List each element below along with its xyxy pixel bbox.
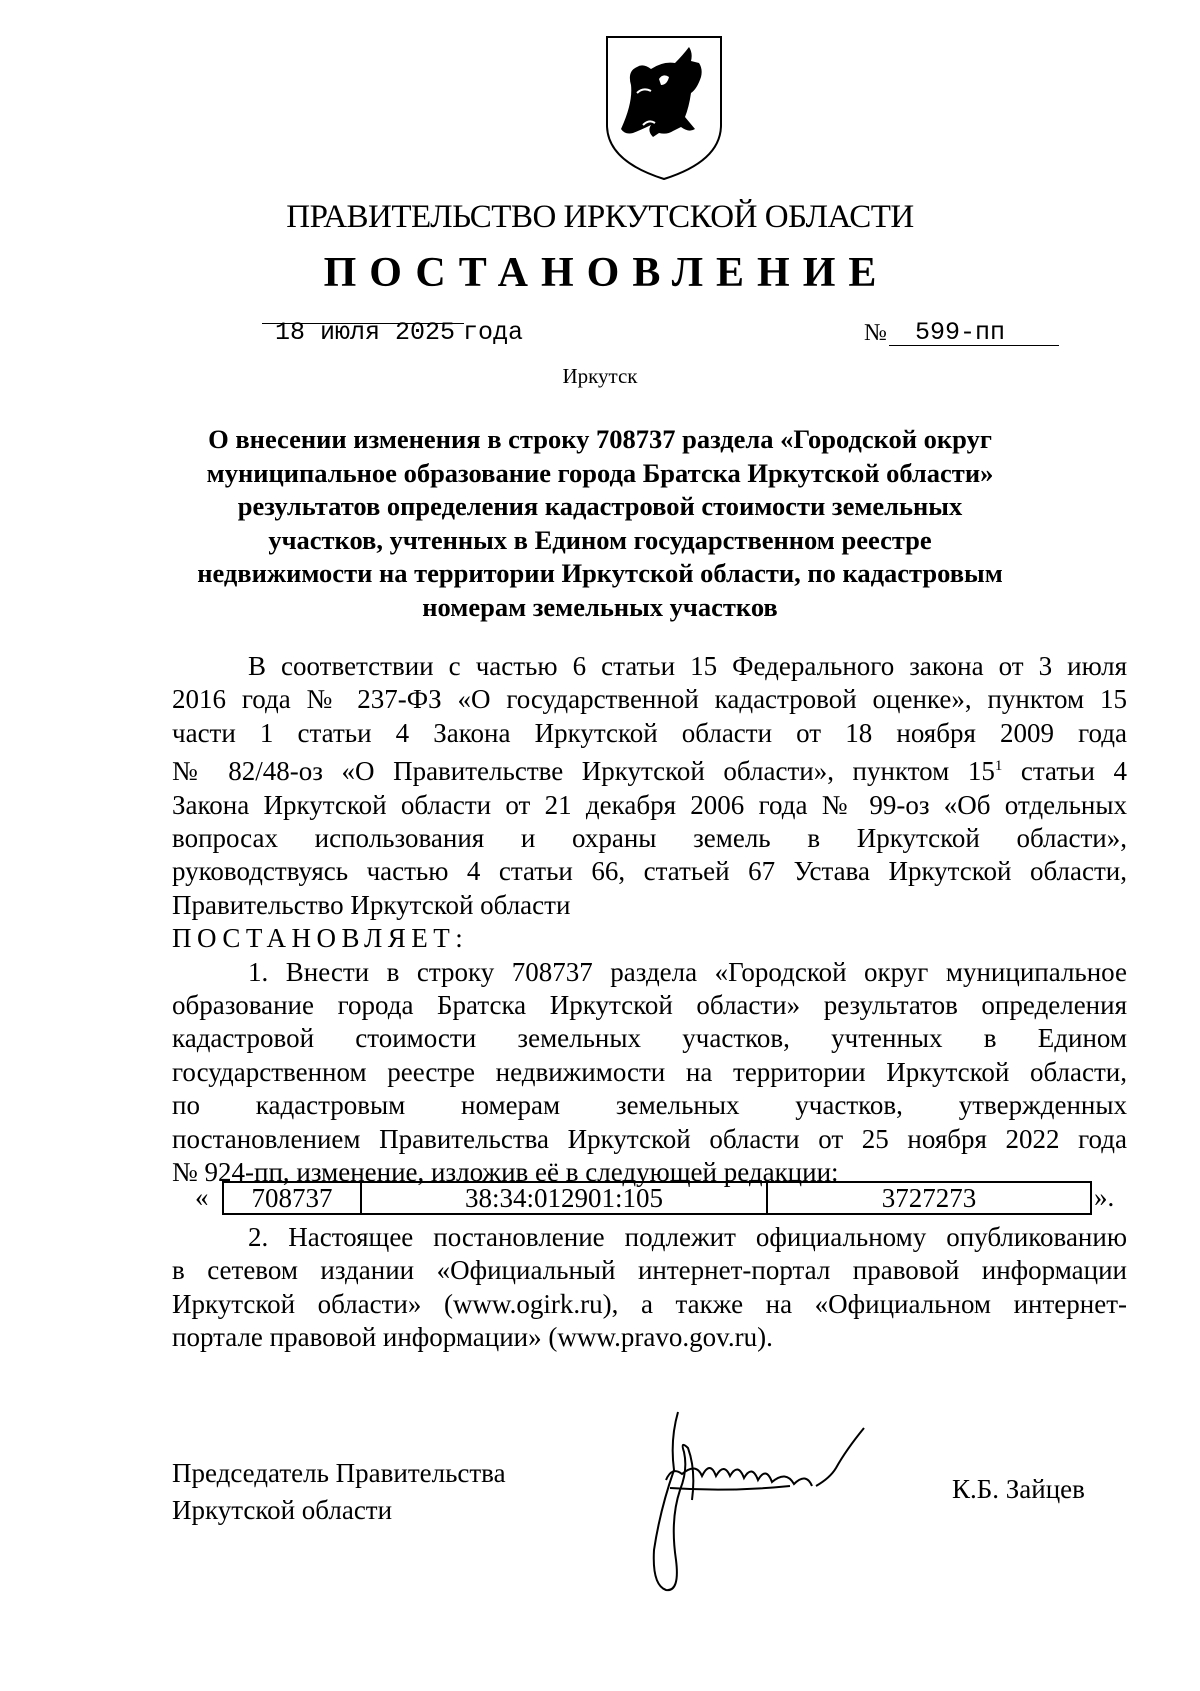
role-line: Председатель Правительства (172, 1458, 506, 1488)
text-line: образование города Братска Иркутской области» результатов определения (172, 990, 1127, 1021)
date-suffix: года (463, 318, 524, 347)
text-line: Правительство Иркутской области (172, 889, 571, 920)
document-title: О внесении изменения в строку 708737 раздела «Городской округ муниципальное образование города Братска Иркутской области» результатов определения кадастровой стоимости земельных участков, учтенных в Едином государственном реестре недвижимости на территории Иркутской области, по кадастровым номерам земельных участков (197, 424, 1003, 622)
text-line: № 924-пп, изменение, изложив её в следующей редакции: (172, 1157, 839, 1188)
text-line: в сетевом издании «Официальный интернет-портал правовой информации (172, 1255, 1127, 1286)
text-fragment: № 82/48-оз «О Правительстве Иркутской области», пунктом 15 (172, 756, 995, 787)
text-line: по кадастровым номерам земельных участков, утвержденных (172, 1090, 1127, 1121)
signatory-role (172, 1455, 506, 1529)
text-line: В соответствии с частью 6 статьи 15 Федерального закона от 3 июля (248, 651, 1127, 681)
signer-name: К.Б. Зайцев (952, 1474, 1085, 1504)
text-line: портале правовой информации» (www.pravo.gov.ru). (172, 1322, 773, 1353)
document-date: 18 июля 2025 (275, 318, 456, 347)
text-line: 2016 года № 237-ФЗ «О государственной кадастровой оценке», пунктом 15 (172, 684, 1127, 715)
text-line: руководствуясь частью 4 статьи 66, статьей 67 Устава Иркутской области, (172, 856, 1127, 887)
text-line: государственном реестре недвижимости на территории Иркутской области, (172, 1056, 1127, 1087)
preamble-paragraph (172, 650, 1127, 1190)
text-line: вопросах использования и охраны земель в Иркутской области», (172, 823, 1127, 854)
irkutsk-coat-of-arms-emblem (603, 33, 725, 183)
row-number-cell: 708737 (224, 1183, 362, 1213)
cadastral-value-cell: 3727273 (881, 1182, 977, 1213)
table-open-quote: « (195, 1182, 209, 1212)
document-number: 599-пп (915, 318, 1006, 347)
superscript: 1 (994, 758, 1003, 775)
number-sign: № (864, 320, 887, 346)
text-line: 2. Настоящее постановление подлежит официальному опубликованию (248, 1222, 1127, 1252)
text-fragment: статьи 4 (1002, 756, 1127, 787)
text-line: Закона Иркутской области от 21 декабря 2006 года № 99-оз «Об отдельных (172, 789, 1127, 820)
text-line: Иркутской области» (www.ogirk.ru), а также на «Официальном интернет- (172, 1288, 1127, 1319)
text-line (172, 750, 1127, 788)
document-city: Иркутск (562, 364, 638, 388)
text-line: 1. Внести в строку 708737 раздела «Городской округ муниципальное (248, 956, 1127, 987)
table-close-quote: ». (1094, 1182, 1115, 1212)
cadastral-number-cell: 38:34:012901:105 (362, 1183, 768, 1213)
decree-word: ПОСТАНОВЛЯЕТ: (172, 923, 469, 954)
cadastral-table-row (222, 1181, 1092, 1215)
item2-paragraph (172, 1221, 1127, 1355)
government-name: ПРАВИТЕЛЬСТВО ИРКУТСКОЙ ОБЛАСТИ (286, 199, 914, 235)
text-line: кадастровой стоимости земельных участков, учтенных в Едином (172, 1023, 1127, 1054)
document-type-heading: ПОСТАНОВЛЕНИЕ (323, 250, 890, 296)
handwritten-signature (640, 1400, 900, 1600)
text-line: постановлением Правительства Иркутской области от 25 ноября 2022 года (172, 1123, 1127, 1154)
text-line: части 1 статьи 4 Закона Иркутской области от 18 ноября 2009 года (172, 717, 1127, 748)
role-line: Иркутской области (172, 1495, 393, 1525)
